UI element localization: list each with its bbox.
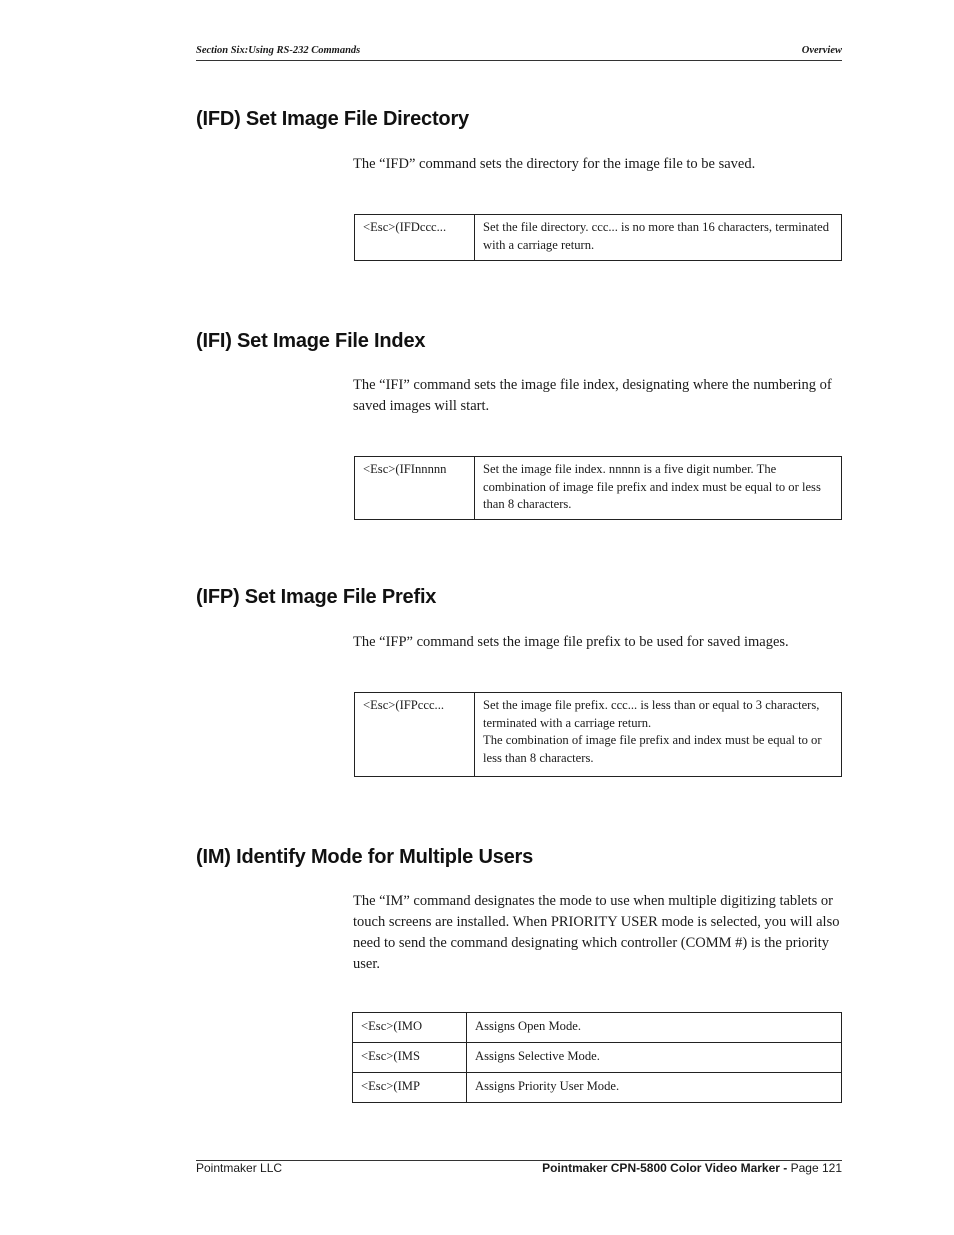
- command-table-ifi: [354, 456, 842, 520]
- command-table-ifd: [354, 214, 842, 261]
- command-cell: <Esc>(IMP: [353, 1073, 467, 1103]
- command-table-ifp: [354, 692, 842, 777]
- table-row: [355, 693, 842, 777]
- footer-product-page: [542, 1161, 842, 1175]
- section-title-ifp: (IFP) Set Image File Prefix: [196, 586, 437, 608]
- description-cell: [475, 693, 842, 777]
- page-header: [196, 45, 842, 61]
- description-cell: Assigns Priority User Mode.: [467, 1073, 842, 1103]
- table-row: [355, 215, 842, 261]
- footer-page-number: Page 121: [787, 1161, 842, 1175]
- footer-company: Pointmaker LLC: [196, 1161, 283, 1175]
- section-body-ifi: The “IFI” command sets the image file index, designating where the numbering of saved images will start.: [353, 377, 832, 414]
- command-cell: <Esc>(IMS: [353, 1043, 467, 1073]
- command-cell: <Esc>(IFInnnnn: [355, 457, 475, 520]
- table-row: [353, 1013, 842, 1043]
- section-title-ifd: (IFD) Set Image File Directory: [196, 108, 469, 130]
- footer-product: Pointmaker CPN-5800 Color Video Marker -: [542, 1161, 788, 1175]
- header-topic-label: Overview: [801, 45, 842, 56]
- page-footer: [196, 1160, 842, 1175]
- command-cell: <Esc>(IMO: [353, 1013, 467, 1043]
- section-body-im: The “IM” command designates the mode to use when multiple digitizing tablets or touch screens are installed. When PRIORITY USER mode is selected, you will also need to send the command designating which controller (COMM #) is the priority user.: [353, 893, 840, 972]
- description-cell: Set the file directory. ccc... is no more than 16 characters, terminated with a carriage return.: [475, 215, 842, 261]
- table-row: [353, 1043, 842, 1073]
- description-cell: Set the image file index. nnnnn is a five digit number. The combination of image file prefix and index must be equal to or less than 8 characters.: [475, 457, 842, 520]
- description-cell: Assigns Selective Mode.: [467, 1043, 842, 1073]
- command-cell: <Esc>(IFDccc...: [355, 215, 475, 261]
- command-table-im: [352, 1012, 842, 1103]
- description-line: Set the image file prefix. ccc... is less than or equal to 3 characters, terminated with a carriage return.: [483, 698, 820, 730]
- description-cell: Assigns Open Mode.: [467, 1013, 842, 1043]
- description-line: The combination of image file prefix and index must be equal to or less than 8 characters.: [483, 733, 822, 765]
- table-row: [355, 457, 842, 520]
- section-body-ifp: The “IFP” command sets the image file prefix to be used for saved images.: [353, 634, 789, 650]
- table-row: [353, 1073, 842, 1103]
- command-cell: <Esc>(IFPccc...: [355, 693, 475, 777]
- header-section-label: Section Six:Using RS-232 Commands: [196, 45, 361, 56]
- section-body-ifd: The “IFD” command sets the directory for the image file to be saved.: [353, 156, 756, 172]
- section-title-im: (IM) Identify Mode for Multiple Users: [196, 846, 534, 868]
- section-title-ifi: (IFI) Set Image File Index: [196, 330, 426, 352]
